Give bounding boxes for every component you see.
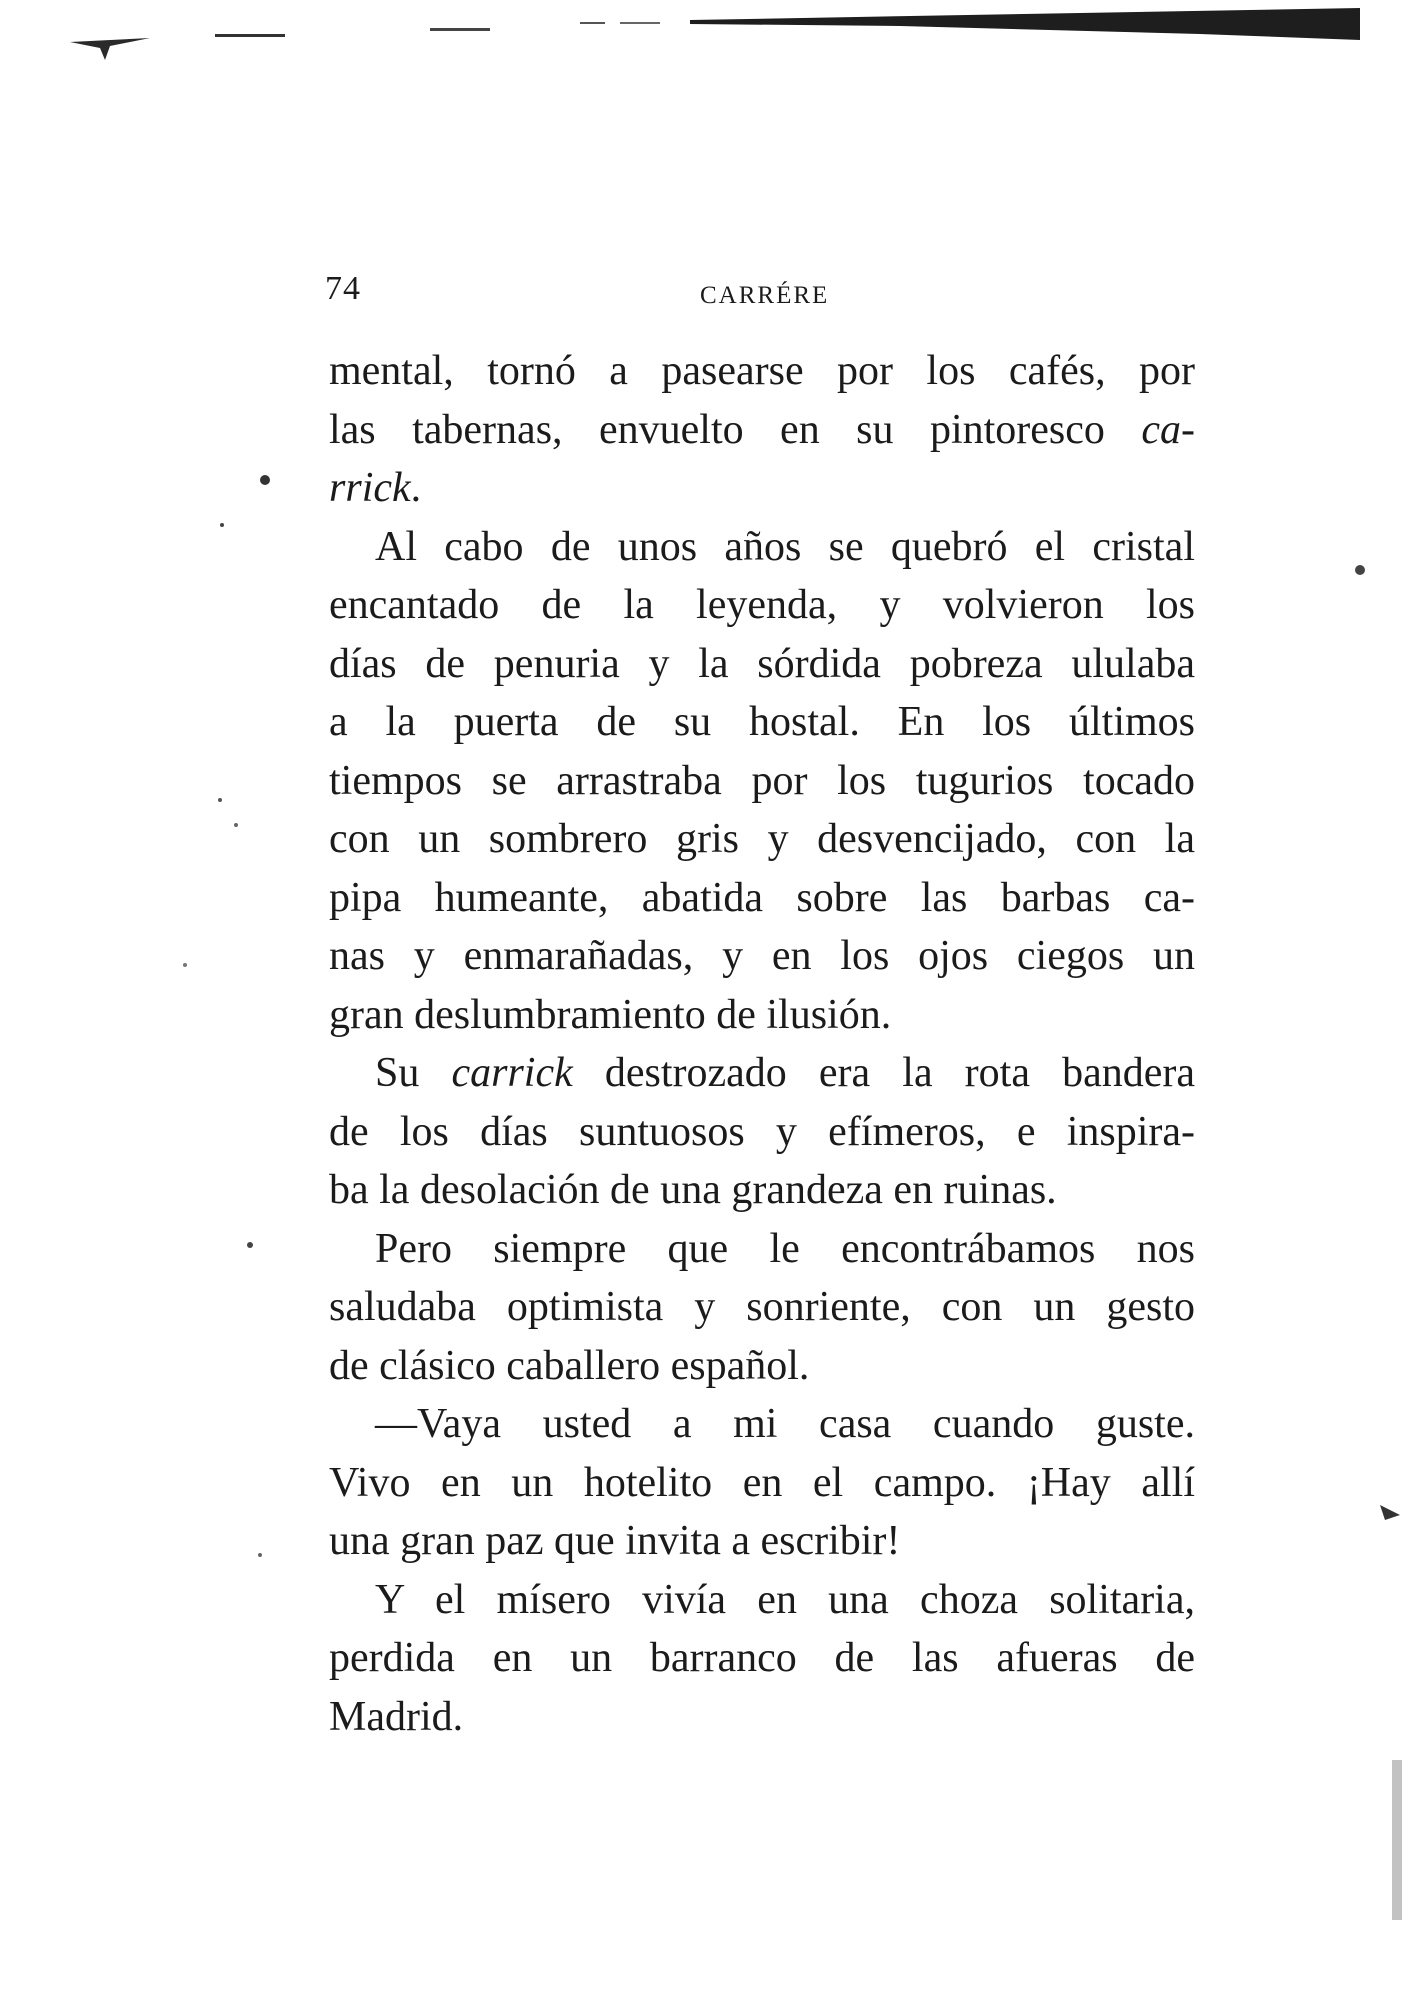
italic-word: rrick xyxy=(329,465,411,511)
text-line: Vivo en un hotelito en el campo. ¡Hay allí xyxy=(329,1459,1195,1506)
text-line: nas y enmarañadas, y en los ojos ciegos un xyxy=(329,933,1195,979)
page-number: 74 xyxy=(325,270,361,307)
text-line: tiempos se arrastraba por los tugurios tocado xyxy=(329,757,1195,804)
text-line: Su carrick destrozado era la rota bandera xyxy=(375,1050,1195,1096)
text-line: rrick. xyxy=(329,465,422,511)
italic-word: carrick xyxy=(451,1050,573,1096)
text-line: pipa humeante, abatida sobre las barbas ca- xyxy=(329,874,1195,921)
text-line: Al cabo de unos años se quebró el cristal xyxy=(375,523,1195,570)
text-line: mental, tornó a pasearse por los cafés, por xyxy=(329,348,1195,394)
text-line: gran deslumbramiento de ilusión. xyxy=(329,991,892,1038)
text-line: Madrid. xyxy=(329,1693,464,1740)
text-line: de clásico caballero español. xyxy=(329,1342,810,1389)
text-line: saludaba optimista y sonriente, con un gesto xyxy=(329,1284,1195,1330)
text-line: Y el mísero vivía en una choza solitaria, xyxy=(375,1576,1195,1623)
text-line: días de penuria y la sórdida pobreza ululaba xyxy=(329,640,1195,687)
italic-word: ca- xyxy=(1141,406,1195,453)
text-line: de los días suntuosos y efímeros, e inspira- xyxy=(329,1108,1195,1155)
body-text xyxy=(329,342,1195,1746)
text-line: las tabernas, envuelto en su pintoresco ca- xyxy=(329,406,1195,453)
text-line: a la puerta de su hostal. En los últimos xyxy=(329,699,1195,745)
text-line: Pero siempre que le encontrábamos nos xyxy=(375,1225,1195,1272)
scan-edge-artifact xyxy=(0,0,1420,60)
text-line: perdida en un barranco de las afueras de xyxy=(329,1635,1195,1681)
running-title: CARRÉRE xyxy=(700,282,830,309)
text-line: una gran paz que invita a escribir! xyxy=(329,1518,901,1564)
text-line: con un sombrero gris y desvencijado, con la xyxy=(329,816,1195,862)
text-line: —Vaya usted a mi casa cuando guste. xyxy=(375,1401,1195,1447)
text-line: ba la desolación de una grandeza en ruinas. xyxy=(329,1167,1057,1213)
text-line: encantado de la leyenda, y volvieron los xyxy=(329,582,1195,628)
